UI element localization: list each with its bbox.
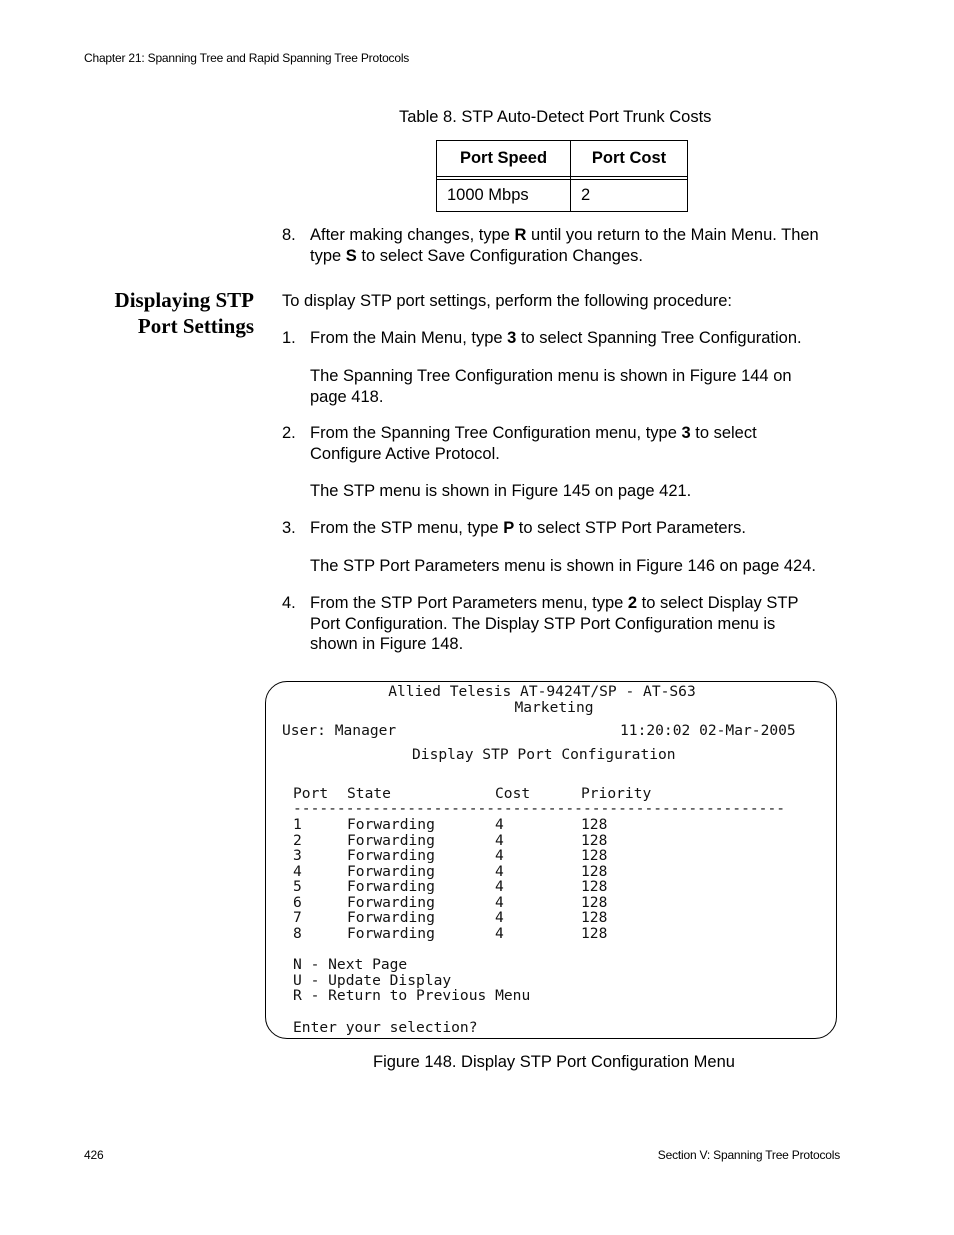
step-number: 8. (282, 226, 296, 244)
step-1-note (310, 366, 792, 407)
table-cell: 128 (581, 893, 608, 911)
table-cell: Forwarding (347, 893, 435, 911)
step-text: Configure Active Protocol. (310, 444, 500, 463)
step-text: to select STP Port Parameters. (514, 519, 746, 537)
table-cell: Forwarding (347, 909, 435, 926)
table-caption: Table 8. STP Auto-Detect Port Trunk Costs (399, 108, 712, 126)
table-cell: 8 (293, 924, 302, 942)
step-2-note: The STP menu is shown in Figure 145 on page 421. (310, 482, 692, 500)
terminal-subtitle-text: Marketing (514, 699, 594, 716)
table-header-cell: Port Cost (571, 141, 688, 177)
table-cell: 128 (581, 878, 608, 895)
step-number: 2. (282, 424, 296, 442)
table-cell: 4 (293, 862, 302, 880)
table-cell: Forwarding (347, 878, 435, 895)
step-text: Port Configuration. The Display STP Port Configuration menu is (310, 614, 776, 633)
table-cell: 128 (581, 862, 608, 880)
table-cell: Forwarding (347, 862, 435, 880)
table-cell: 128 (581, 909, 608, 926)
step-text: shown in Figure 148. (310, 635, 464, 653)
table-row (437, 180, 688, 212)
terminal-title-text: Allied Telesis AT-9424T/SP - AT-S63 (388, 683, 696, 700)
column-header: Port (293, 785, 329, 802)
table-cell: 4 (495, 831, 504, 849)
column-header: Cost (495, 785, 531, 802)
terminal-datetime: 11:20:02 02-Mar-2005 (620, 722, 796, 739)
note-line: The Spanning Tree Configuration menu is shown in Figure 144 on (310, 367, 792, 385)
table-cell: 1 (293, 816, 302, 833)
step-text: to select (690, 424, 757, 442)
table-cell: Forwarding (347, 831, 435, 849)
table-header-cell: Port Speed (437, 141, 571, 177)
page-number: 426 (84, 1148, 104, 1162)
step-4 (282, 593, 862, 655)
key-name: 3 (681, 424, 691, 442)
table-cell: 128 (581, 816, 608, 833)
table-cell: 1000 Mbps (437, 180, 571, 212)
terminal-title (266, 684, 838, 700)
section-heading (60, 287, 254, 339)
table-cell: 4 (495, 847, 504, 864)
key-name: R (514, 226, 527, 244)
step-text: After making changes, type (310, 226, 515, 244)
step-3-note: The STP Port Parameters menu is shown in Figure 146 on page 424. (310, 557, 816, 575)
running-header: Chapter 21: Spanning Tree and Rapid Spanning Tree Protocols (84, 51, 410, 65)
terminal-user: User: Manager (282, 722, 397, 739)
step-3 (282, 518, 862, 539)
figure-caption: Figure 148. Display STP Port Configuration Menu (373, 1053, 735, 1071)
menu-option-next-page[interactable]: N - Next Page (293, 956, 408, 973)
footer-section: Section V: Spanning Tree Protocols (657, 1148, 840, 1162)
table-cell: 128 (581, 831, 608, 849)
menu-option-update-display[interactable]: U - Update Display (293, 972, 452, 989)
step-1 (282, 328, 862, 349)
table-cell: Forwarding (347, 816, 435, 833)
step-text: to select Save Configuration Changes. (356, 246, 643, 265)
step-text: until you return to the Main Menu. Then (526, 226, 819, 244)
table-cell: 4 (495, 878, 504, 895)
note-line: page 418. (310, 387, 384, 406)
key-name: P (503, 519, 515, 537)
table-cell: 128 (581, 847, 608, 864)
menu-option-return[interactable]: R - Return to Previous Menu (293, 987, 531, 1004)
table-header-row (437, 141, 688, 177)
table-cell: 4 (495, 909, 504, 926)
table-cell: 4 (495, 893, 504, 911)
column-header: Priority (581, 785, 652, 802)
table-cell: 4 (495, 816, 504, 833)
table-cell: Forwarding (347, 847, 435, 864)
terminal-screen-title: Display STP Port Configuration (412, 746, 676, 763)
table-cell: 6 (293, 893, 302, 911)
step-text: From the Main Menu, type (310, 329, 508, 347)
step-text: From the STP menu, type (310, 519, 504, 537)
step-text: to select Spanning Tree Configuration. (516, 329, 802, 347)
table-cell: Forwarding (347, 924, 435, 942)
step-text: type (310, 246, 346, 265)
column-header: State (347, 785, 391, 802)
heading-line: Displaying STP (114, 288, 254, 312)
step-text: From the Spanning Tree Configuration menu, type (310, 424, 682, 442)
table-cell: 3 (293, 847, 302, 864)
terminal-subtitle (266, 700, 838, 716)
step-8 (282, 225, 862, 266)
step-text: From the STP Port Parameters menu, type (310, 594, 628, 612)
step-number: 4. (282, 594, 296, 612)
table-cell: 2 (571, 180, 688, 212)
section-intro: To display STP port settings, perform the following procedure: (282, 292, 733, 310)
port-cost-table (436, 140, 688, 212)
key-name: S (345, 246, 357, 265)
key-name: 3 (507, 329, 517, 347)
key-name: 2 (627, 594, 638, 612)
heading-line: Port Settings (137, 314, 254, 338)
table-cell: 4 (495, 862, 504, 880)
step-number: 3. (282, 519, 296, 537)
table-cell: 4 (495, 924, 504, 942)
step-2 (282, 423, 862, 464)
table-cell: 128 (581, 924, 608, 942)
step-number: 1. (282, 329, 296, 347)
terminal-prompt[interactable]: Enter your selection? (293, 1019, 478, 1036)
terminal-divider: -------------------------------------------------------- (293, 800, 786, 817)
table-cell: 7 (293, 909, 302, 926)
terminal-screen (265, 681, 837, 1039)
step-text: to select Display STP (637, 594, 799, 612)
table-cell: 2 (293, 831, 302, 849)
table-cell: 5 (293, 878, 302, 895)
